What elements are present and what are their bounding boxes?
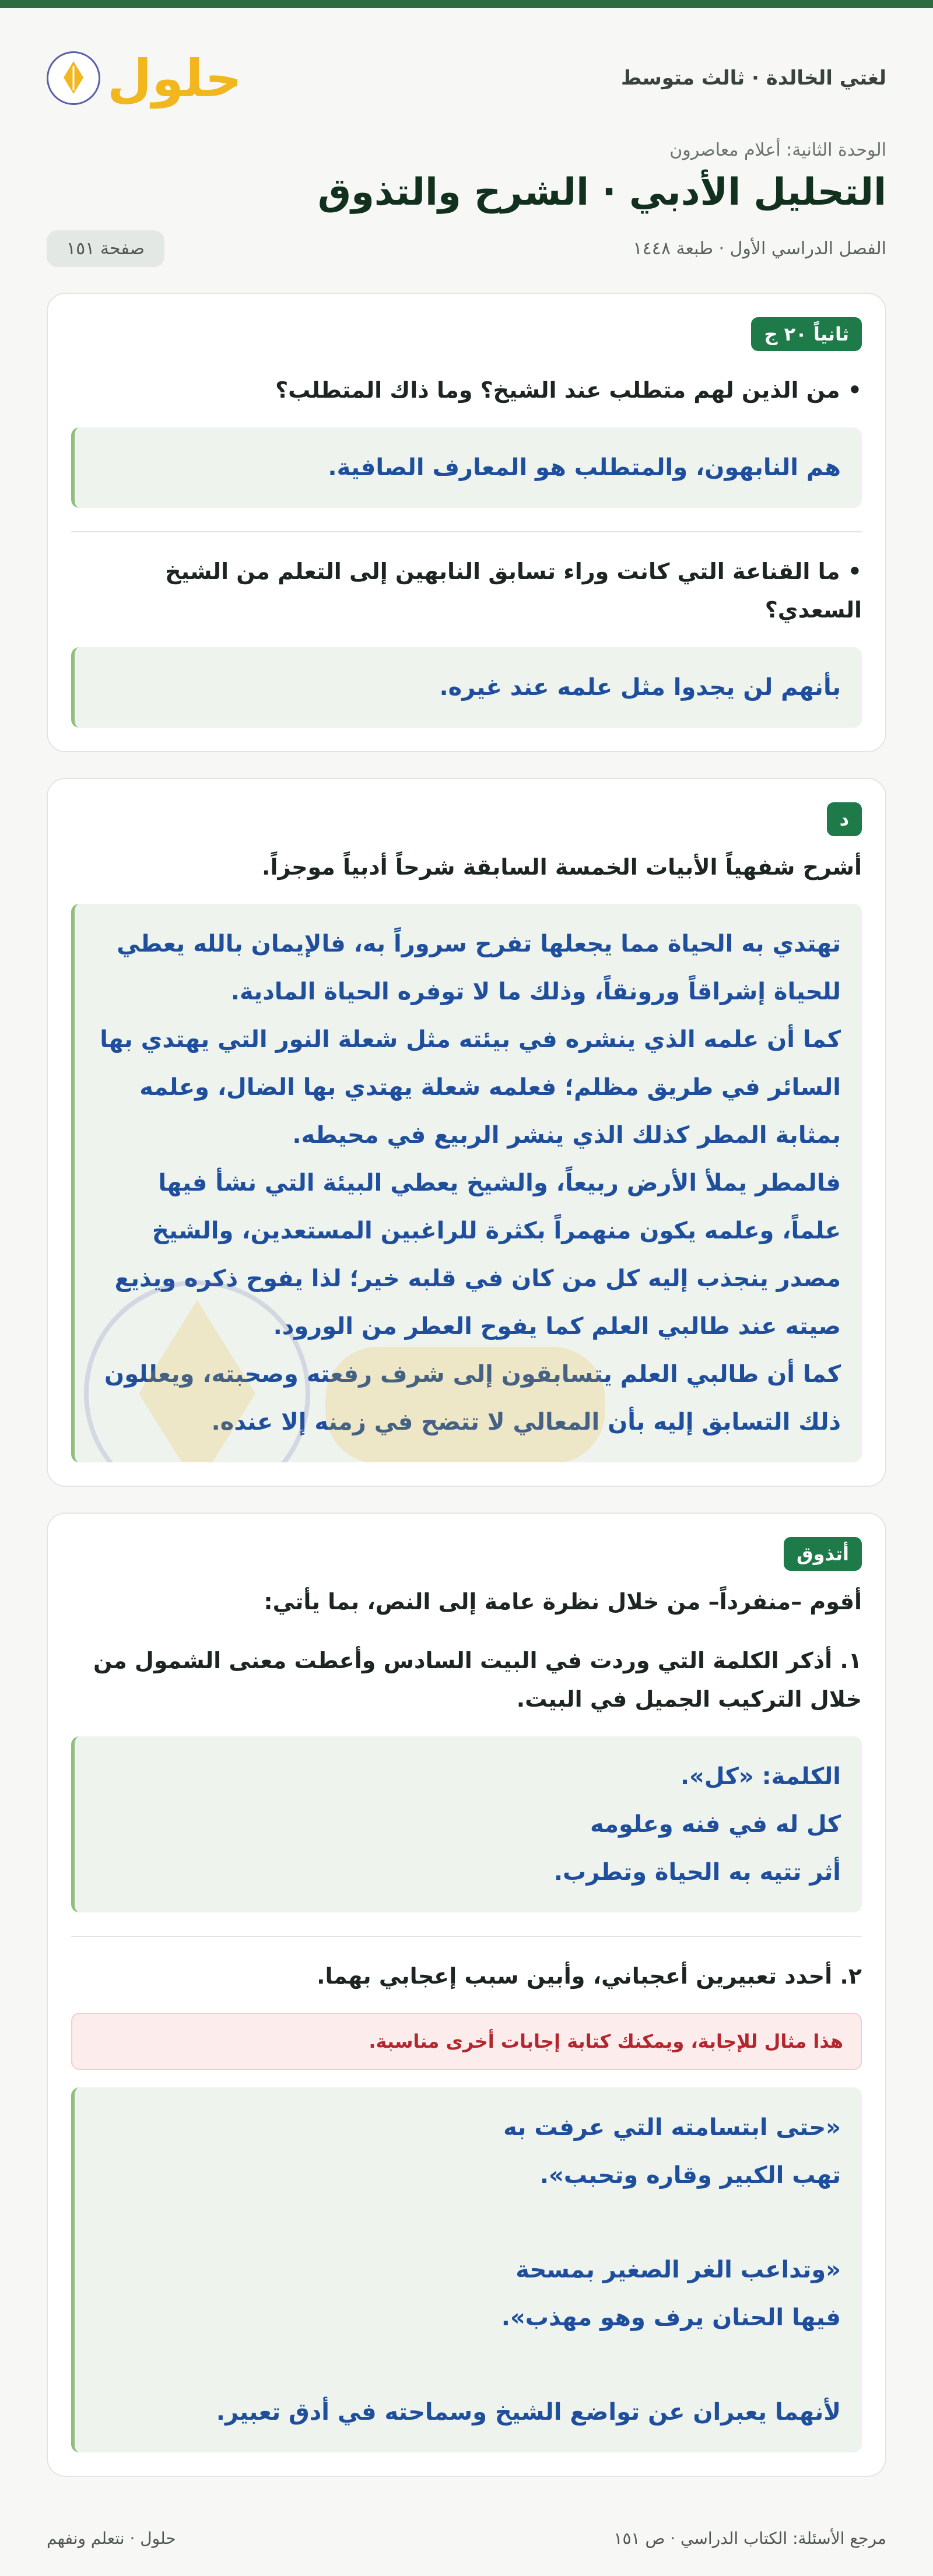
question-text: ٢. أحدد تعبيرين أعجباني، وأبين سبب إعجابي بهما.	[317, 1963, 862, 1989]
answer-line: لأنهما يعبران عن تواضع الشيخ وسماحته في أدق تعبير.	[216, 2399, 841, 2426]
answer-box	[71, 904, 862, 1462]
section-tag: د	[827, 802, 862, 836]
answer-line: «وتداعب الغر الصغير بمسحة	[515, 2256, 841, 2283]
answer-line: تهب الكبير وقاره وتحبب».	[539, 2162, 841, 2189]
question-card-a	[47, 293, 886, 752]
question-card-d	[47, 778, 886, 1487]
question-card-tadhawwuq	[47, 1512, 886, 2477]
section-tag: ثانياً ٢٠ ج	[751, 317, 862, 351]
answer-paragraph: كما أن علمه الذي ينشره في بيئته مثل شعلة النور التي يهتدي بها السائر في طريق مظلم؛ فعلمه شعلة يهتدي بها الضال، وعلمه بمثابة المطر كذلك الذي ينشر الربيع في محيطه.	[100, 1026, 841, 1149]
answer-paragraph: تهتدي به الحياة مما يجعلها تفرح سروراً به، فالإيمان بالله يعطي للحياة إشراقاً ورونقاً، وذلك ما لا توفره الحياة المادية.	[117, 931, 841, 1005]
page-title: التحليل الأدبي · الشرح والتذوق	[317, 171, 886, 214]
answer-line: كل له في فنه وعلومه	[590, 1810, 841, 1838]
question-text: ١. أذكر الكلمة التي وردت في البيت السادس وأعطت معنى الشمول من خلال التركيب الجميل في البيت.	[93, 1647, 862, 1712]
term-label: الفصل الدراسي الأول · طبعة ١٤٤٨	[633, 238, 886, 259]
answer-spacer	[96, 2342, 841, 2388]
answer-line: «حتى ابتسامته التي عرفت به	[503, 2114, 841, 2141]
section-tag: أتذوق	[784, 1537, 862, 1571]
header	[47, 8, 886, 136]
answer-box	[71, 1736, 862, 1912]
note-banner: هذا مثال للإجابة، ويمكنك كتابة إجابات أخرى مناسبة.	[71, 2013, 862, 2070]
answer-paragraph: فالمطر يملأ الأرض ربيعاً، والشيخ يعطي البيئة التي نشأ فيها علماً، وعلمه يكون منهمراً بكثرة للراغبين المستعدين، والشيخ مصدر ينجذب إليه كل من كان في قلبه خير؛ لذا يفوح ذكره ويذيع صيته عند طالبي العلم كما يفوح العطر من الورود.	[114, 1170, 841, 1340]
answer-box	[71, 427, 862, 508]
logo-emblem-icon	[47, 51, 100, 105]
page-number-badge: صفحة ١٥١	[47, 230, 164, 267]
answer-line: الكلمة: «كل».	[680, 1763, 841, 1790]
divider	[71, 531, 862, 532]
footer	[47, 2500, 886, 2576]
question-text: • ما القناعة التي كانت وراء تسابق النابهين إلى التعلم من الشيخ السعدي؟	[165, 558, 862, 623]
answer-line: فيها الحنان يرف وهو مهذب».	[501, 2304, 841, 2331]
divider	[71, 1936, 862, 1937]
top-accent-bar	[0, 0, 933, 8]
section-intro: أقوم –منفرداً– من خلال نظرة عامة إلى النص، بما يأتي:	[264, 1589, 862, 1615]
answer-text: هم النابهون، والمتطلب هو المعارف الصافية.	[328, 454, 841, 481]
answer-paragraph: كما أن طالبي العلم يتسابقون إلى شرف رفعته وصحبته، ويعللون ذلك التسابق إليه بأن المعالي لا تتضح في زمنه إلا عنده.	[104, 1361, 841, 1436]
footer-brand: حلول · نتعلم ونفهم	[47, 2528, 176, 2548]
answer-text: بأنهم لن يجدوا مثل علمه عند غيره.	[439, 673, 841, 701]
breadcrumb: لغتي الخالدة · ثالث متوسط	[620, 66, 886, 90]
answer-box	[71, 647, 862, 728]
logo-text: حلول	[107, 48, 242, 108]
unit-label: الوحدة الثانية: أعلام معاصرون	[669, 140, 886, 160]
logo[interactable]	[47, 48, 242, 108]
question-text: • من الذين لهم متطلب عند الشيخ؟ وما ذاك المتطلب؟	[275, 377, 862, 403]
answer-box	[71, 2087, 862, 2452]
question-text: أشرح شفهياً الأبيات الخمسة السابقة شرحاً أدبياً موجزاً.	[261, 854, 862, 880]
answer-spacer	[96, 2199, 841, 2246]
footer-reference: مرجع الأسئلة: الكتاب الدراسي · ص ١٥١	[613, 2528, 886, 2548]
page	[0, 8, 933, 2576]
answer-line: أثر تتيه به الحياة وتطرب.	[553, 1858, 841, 1886]
meta-row	[47, 230, 886, 267]
